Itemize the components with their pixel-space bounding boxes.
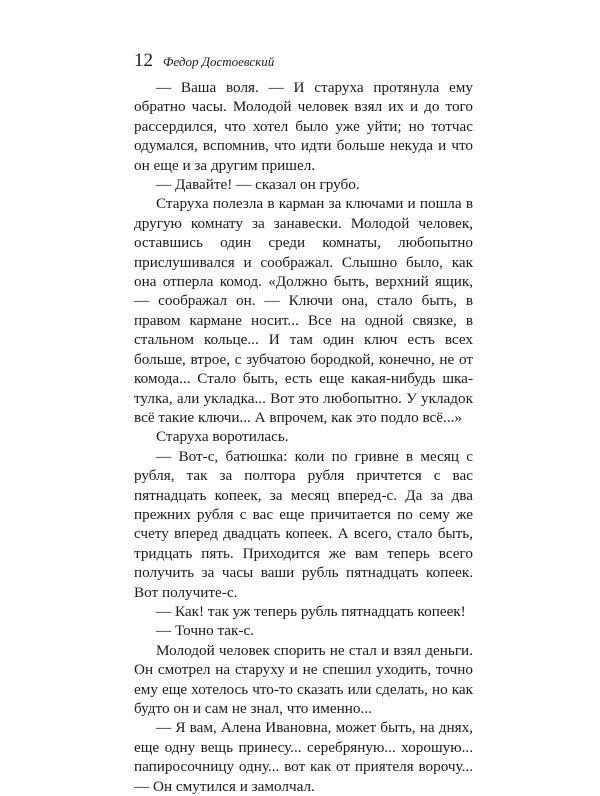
paragraph: Старуха воротилась. xyxy=(156,428,289,446)
page-number: 12 xyxy=(134,50,153,71)
running-head: Федор Достоевский xyxy=(163,54,275,69)
paragraph: — Давайте! — сказал он грубо. xyxy=(156,176,360,194)
page-header xyxy=(134,50,274,72)
paragraph: — Я вам, Алена Ивановна, может быть, на днях, еще одну вещь принесу... серебряную... хорошую... папиросочницу одну... вот как от приятеля ворочу... — Он смутился и замолчал. xyxy=(134,719,473,795)
paragraph: Старуха полезла в карман за ключами и пошла в другую комнату за занавески. Молодой человек, оставшись один среди комнаты, любопытно прислушивался и соображал. Слышно было, как она отперла комод. «Должно быть, верхний ящик, — соображал он. — Ключи она, стало быть, в правом кармане носит... Все на одной связке, в стальном кольце... И там один ключ есть всех больше, втрое, с зубчатою бородкой, конечно, не от комода... Стало быть, есть еще какая-нибудь шкатулка, али укладка... Вот это любопытно. У укладок всё такие ключи... А впрочем, как это подло всё...» xyxy=(134,195,473,426)
paragraph: — Как! так уж теперь рубль пятнадцать копеек! xyxy=(156,602,466,620)
paragraph: Молодой человек спорить не стал и взял деньги. Он смотрел на старуху и не спешил уходить, точно ему еще хотелось что-то сказать или сделать, но как будто он и сам не знал, что именно... xyxy=(134,641,473,717)
paragraph: — Ваша воля. — И старуха протянула ему обратно часы. Молодой человек взял их и до того рассердился, что хотел было уже уйти; но тотчас одумался, вспомнив, что идти больше некуда и что он еще и за другим пришел. xyxy=(134,79,473,174)
body-text xyxy=(134,78,473,796)
paragraph: — Точно так-с. xyxy=(156,622,255,640)
paragraph: — Вот-с, батюшка: коли по гривне в месяц с рубля, так за полтора рубля причтется с вас пятнадцать копеек, за месяц вперед-с. Да за два прежних рубля с вас еще причитается по сему же счету вперед двадцать копеек. А всего, стало быть, тридцать пять. Приходится же вам теперь всего получить за часы ваши рубль пятнадцать копеек. Вот получите-с. xyxy=(134,447,473,601)
